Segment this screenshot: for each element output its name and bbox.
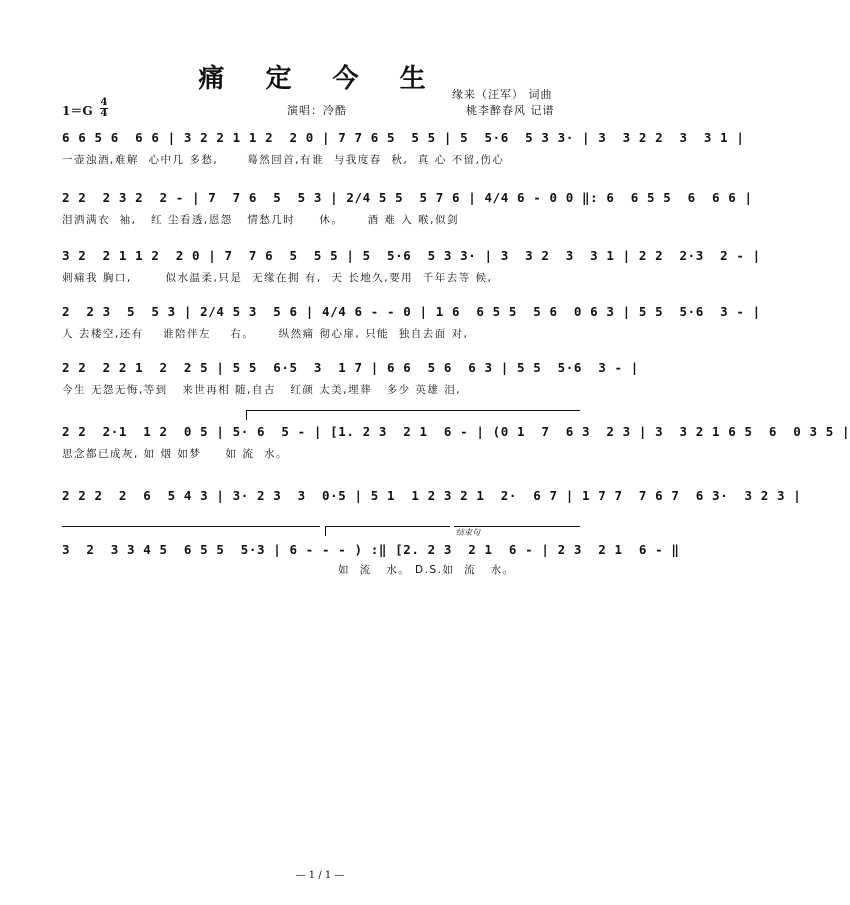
song-title: 痛 定 今 生	[198, 64, 442, 94]
time-signature-bottom: 4	[100, 108, 108, 119]
score-line-3-lyrics: 刺痛我 胸口, 似水温柔,只是 无缘在拥 有, 天 长地久,要用 千年去等 候,	[62, 272, 493, 284]
score-line-4-notes: 2 2 3 5 5 3 | 2/4 5 3 5 6 | 4/4 6 - - 0 | 1 6 6 5 5 5 6 0 6 3 | 5 5 5·6 3 - |	[62, 304, 761, 319]
score-line-2-notes: 2 2 2 3 2 2 - | 7 7 6 5 5 3 | 2/4 5 5 5 7 6 | 4/4 6 - 0 0 ‖: 6 6 5 5 6 6 6 |	[62, 190, 753, 205]
lyricist-credit: 缘来（汪军） 词曲	[452, 88, 553, 101]
score-line-5-notes: 2 2 2 2 1 2 2 5 | 5 5 6·5 3 1 7 | 6 6 5 6 6 3 | 5 5 5·6 3 - |	[62, 360, 639, 375]
score-line-2-lyrics: 泪洒满衣 袖, 红 尘看透,恩怨 情愁几时 休。 酒 难 入 喉,似剑	[62, 214, 459, 226]
volta-bracket-1-edge	[246, 410, 247, 420]
continuation-line	[62, 526, 320, 527]
volta-bracket-1	[246, 410, 580, 411]
score-line-6-notes: 2 2 2·1 1 2 0 5 | 5· 6 5 - | [1. 2 3 2 1 6 - | (0 1 7 6 3 2 3 | 3 3 2 1 6 5 6 0 3 5 |	[62, 424, 850, 439]
transcriber-credit: 桃李醉春风 记谱	[466, 104, 555, 117]
key-signature: 1＝G	[62, 104, 93, 118]
score-line-1-lyrics: 一壶浊酒,难解 心中几 多愁, 蓦然回首,有谁 与我度春 秋, 真 心 不留,伤心	[62, 154, 505, 166]
score-line-7-notes: 2 2 2 2 6 5 4 3 | 3· 2 3 3 0·5 | 5 1 1 2 3 2 1 2· 6 7 | 1 7 7 7 6 7 6 3· 3 2 3 |	[62, 488, 802, 503]
score-line-3-notes: 3 2 2 1 1 2 2 0 | 7 7 6 5 5 5 | 5 5·6 5 3 3· | 3 3 2 3 3 1 | 2 2 2·3 2 - |	[62, 248, 761, 263]
time-signature-top: 4	[100, 97, 108, 108]
singer-credit: 演唱：冷酷	[287, 104, 347, 117]
score-line-1-notes: 6 6 5 6 6 6 | 3 2 2 1 1 2 2 0 | 7 7 6 5 5 5 | 5 5·6 5 3 3· | 3 3 2 2 3 3 1 |	[62, 130, 745, 145]
volta-bracket-2-edge	[325, 526, 326, 536]
time-signature	[100, 98, 108, 119]
score-line-8-lyrics: 如 流 水。 D.S.如 流 水。	[338, 564, 515, 576]
page-number: — 1 / 1 —	[295, 870, 345, 881]
coda-label: 结束句	[456, 528, 480, 537]
score-line-6-lyrics: 思念都已成灰, 如 烟 如梦 如 流 水。	[62, 448, 289, 460]
score-line-5-lyrics: 今生 无怨无悔,等到 来世再相 随,自古 红颜 太美,埋葬 多少 英雄 泪,	[62, 384, 462, 396]
score-line-8-notes: 3 2 3 3 4 5 6 5 5 5·3 | 6 - - - ) :‖ [2. 2 3 2 1 6 - | 2 3 2 1 6 - ‖	[62, 542, 680, 557]
volta-bracket-2	[325, 526, 450, 527]
score-line-4-lyrics: 人 去楼空,还有 谁陪伴左 右。 纵然痛 彻心扉, 只能 独自去面 对,	[62, 328, 469, 340]
